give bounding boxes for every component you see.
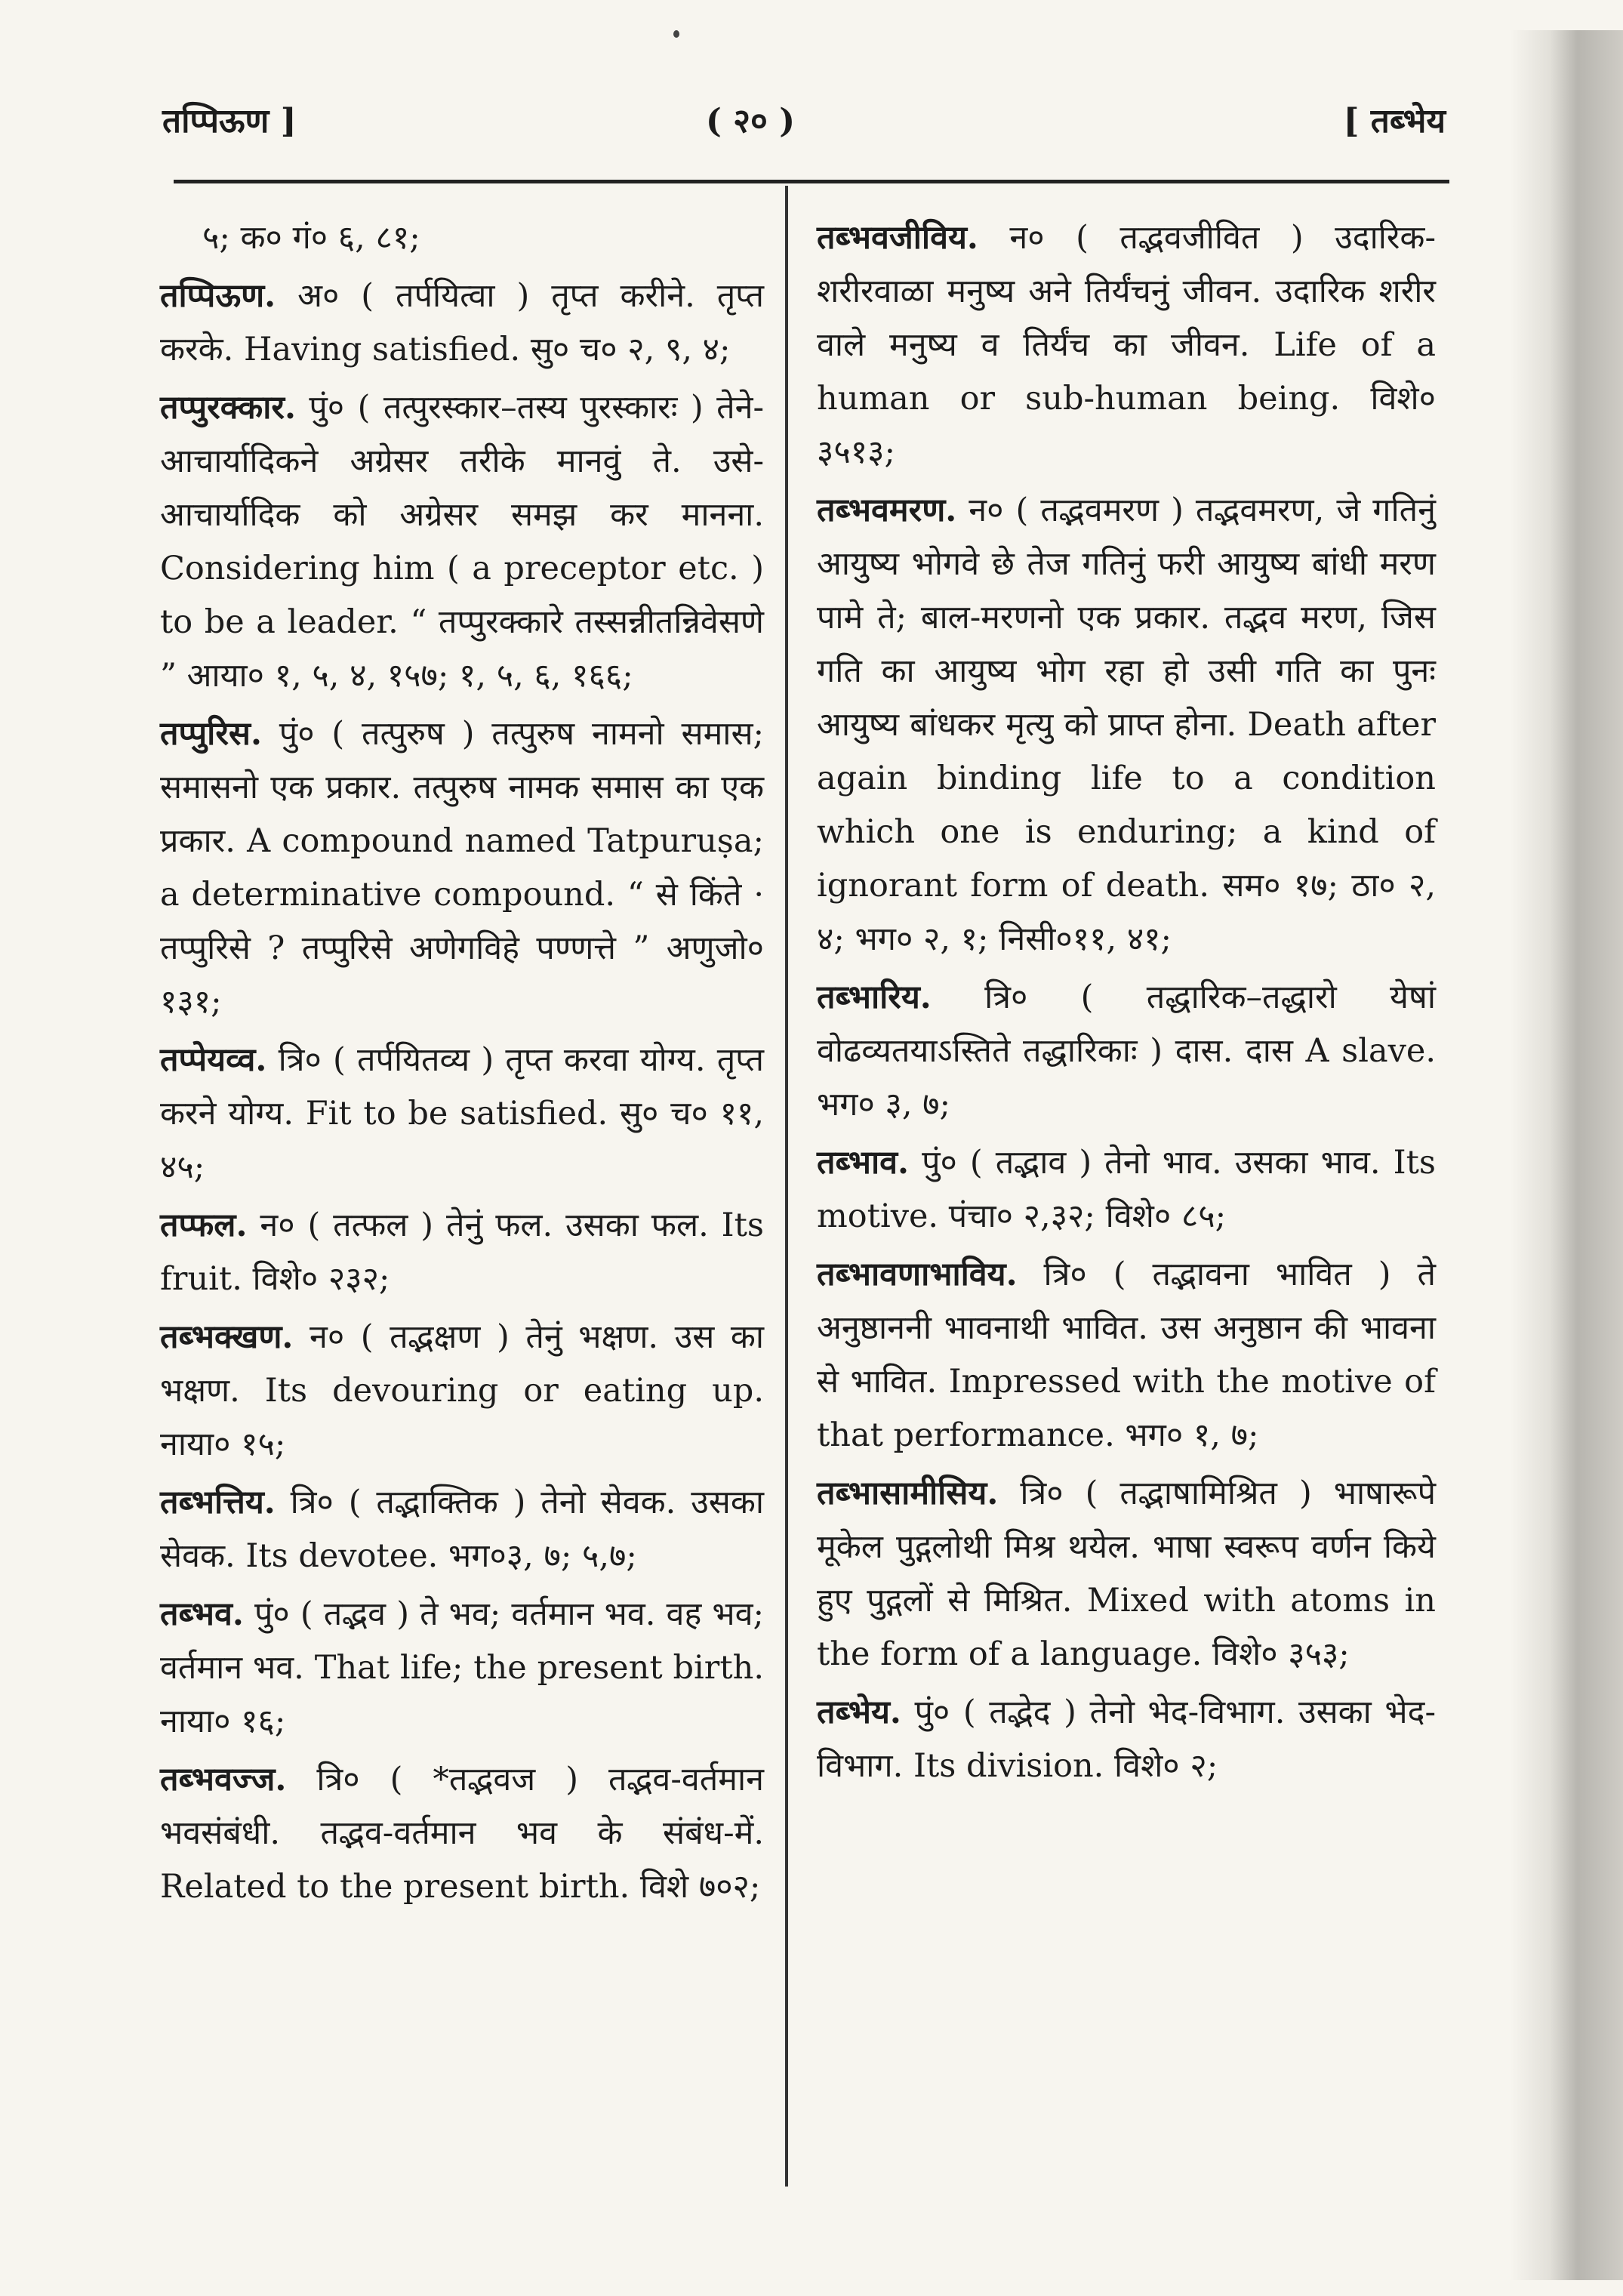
entry-text: पुं० ( तद्भेद ) तेनो भेद-विभाग. उसका भेद-विभाग. Its division. विशे० २; (817, 1693, 1437, 1785)
dictionary-entry (160, 211, 764, 265)
dictionary-entry (160, 270, 764, 377)
entry-headword: तब्भेय. (817, 1693, 901, 1731)
entry-headword: तब्भवमरण. (817, 492, 957, 529)
entry-text: त्रि० ( तर्पयितव्य ) तृप्त करवा योग्य. तृप्त करने योग्य. Fit to be satisfied. सु० च० ११, ४५; (160, 1041, 764, 1186)
entry-text: त्रि० ( *तद्भवज ) तद्भव-वर्तमान भवसंबंधी. तद्भव-वर्तमान भव के संबंध-में. Related to the present birth. विशे ७०२; (160, 1761, 764, 1906)
entry-text: त्रि० ( तद्भाक्तिक ) तेनो सेवक. उसका सेवक. Its devotee. भग०३, ७; ५,७; (160, 1484, 765, 1575)
entry-headword: तब्भवज्ज. (160, 1761, 287, 1798)
entry-text: पुं० ( तद्भाव ) तेनो भाव. उसका भाव. Its motive. पंचा० २,३२; विशे० ८५; (817, 1144, 1436, 1235)
header-rule (174, 180, 1449, 183)
entry-headword: तब्भत्तिय. (160, 1484, 276, 1521)
header-left-guideword: तप्पिऊण ] (162, 102, 297, 140)
dictionary-entry (160, 707, 764, 1029)
entry-text: पुं० ( तद्भव ) ते भव; वर्तमान भव. वह भव; वर्तमान भव. That life; the present birth. नाया० १६; (160, 1595, 765, 1740)
entry-text: पुं० ( तत्पुरुष ) तत्पुरुष नामनो समास; समासनो एक प्रकार. तत्पुरुष नामक समास का एक प्रकार. A compound named Tatpuruṣa; a determinative compound. “ से किंते · तप्पुरिसे ? तप्पुरिसे अणेगविहे पण्णत्ते ” अणुजो० १३१; (160, 715, 764, 1021)
page-number: ( २० ) (706, 102, 796, 140)
dictionary-entry (160, 1476, 764, 1583)
page-header (162, 97, 1446, 157)
entry-headword: तप्पुरिस. (160, 715, 262, 753)
entry-headword: तब्भव. (160, 1595, 244, 1633)
entry-text: न० ( तत्फल ) तेनुं फल. उसका फल. Its fruit. विशे० २३२; (160, 1207, 764, 1298)
entry-headword: तप्पेयव्व. (160, 1041, 267, 1079)
column-divider (785, 186, 788, 2187)
header-right-guideword: [ तब्भेय (1343, 102, 1446, 140)
entry-text: त्रि० ( तद्भावना भावित ) ते अनुष्ठाननी भावनाथी भावित. उस अनुष्ठान की भावना से भावित. Impressed with the motive of that performance. भग० १, ७; (817, 1256, 1436, 1454)
entry-text: न० ( तद्भक्षण ) तेनुं भक्षण. उस का भक्षण. Its devouring or eating up. नाया० १५; (160, 1318, 764, 1463)
entry-headword: तब्भावणाभाविय. (817, 1256, 1018, 1293)
scanned-page-edge (1510, 30, 1623, 2280)
entry-headword: तब्भक्खण. (160, 1318, 294, 1356)
entry-headword: तब्भाव. (817, 1144, 909, 1182)
dictionary-entry (817, 211, 1436, 479)
right-column (817, 211, 1436, 1798)
dictionary-entry (160, 1588, 764, 1749)
dictionary-entry (817, 1686, 1436, 1793)
dictionary-entry (160, 381, 764, 703)
dictionary-entry (817, 1136, 1436, 1244)
dictionary-entry (817, 484, 1436, 966)
dictionary-entry (817, 1248, 1436, 1462)
ink-speck (673, 30, 679, 38)
left-column (160, 211, 764, 1918)
entry-text: त्रि० ( तद्धारिक–तद्धारो येषां वोढव्यतयाऽस्तिते तद्धारिकाः ) दास. दास A slave. भग० ३, ७; (817, 978, 1436, 1123)
entry-text: न० ( तद्भवमरण ) तद्भवमरण, जे गतिनुं आयुष्य भोगवे छे तेज गतिनुं फरी आयुष्य बांधी मरण पामे ते; बाल-मरणनो एक प्रकार. तद्भव मरण, जिस गति का आयुष्य भोग रहा हो उसी गति का पुनः आयुष्य बांधकर मृत्यु को प्राप्त होना. Death after again binding life to a condition which one is enduring; a kind of ignorant form of death. सम० १७; ठा० २, ४; भग० २, १; निसी०११, ४१; (817, 492, 1436, 958)
entry-text: न० ( तद्भवजीवित ) उदारिक-शरीरवाळा मनुष्य अने तिर्यंचनुं जीवन. उदारिक शरीर वाले मनुष्य व तिर्यंच का जीवन. Life of a human or sub-human being. विशे० ३५१३; (817, 219, 1436, 471)
entry-text: पुं० ( तत्पुरस्कार–तस्य पुरस्कारः ) तेने-आचार्यादिकने अग्रेसर तरीके मानवुं ते. उसे-आचार्यादिक को अग्रेसर समझ कर मानना. Considering him ( a preceptor etc. ) to be a leader. “ तप्पुरक्कारे तस्सन्नीतन्निवेसणे ” आया० १, ५, ४, १५७; १, ५, ६, १६६; (160, 389, 765, 695)
dictionary-entry (817, 1467, 1436, 1681)
entry-text: त्रि० ( तद्भाषामिश्रित ) भाषारूपे मूकेल पुद्गलोथी मिश्र थयेल. भाषा स्वरूप वर्णन किये हुए पुद्गलों से मिश्रित. Mixed with atoms in the form of a language. विशे० ३५३; (817, 1475, 1436, 1673)
dictionary-entry (160, 1753, 764, 1914)
entry-headword: तप्पुरक्कार. (160, 389, 296, 427)
entry-headword: तप्फल. (160, 1207, 248, 1244)
entry-headword: तब्भवजीविय. (817, 219, 978, 257)
dictionary-entry (817, 971, 1436, 1132)
dictionary-entry (160, 1199, 764, 1306)
entry-headword: तब्भासामीसिय. (817, 1475, 999, 1512)
dictionary-entry (160, 1034, 764, 1194)
entry-headword: तब्भारिय. (817, 978, 932, 1016)
entry-headword: तप्पिऊण. (160, 277, 276, 315)
entry-text: ५; क० गं० ६, ८१; (202, 219, 420, 257)
dictionary-entry (160, 1311, 764, 1472)
entry-text: अ० ( तर्पयित्वा ) तृप्त करीने. तृप्त करके. Having satisfied. सु० च० २, ९, ४; (160, 277, 764, 368)
